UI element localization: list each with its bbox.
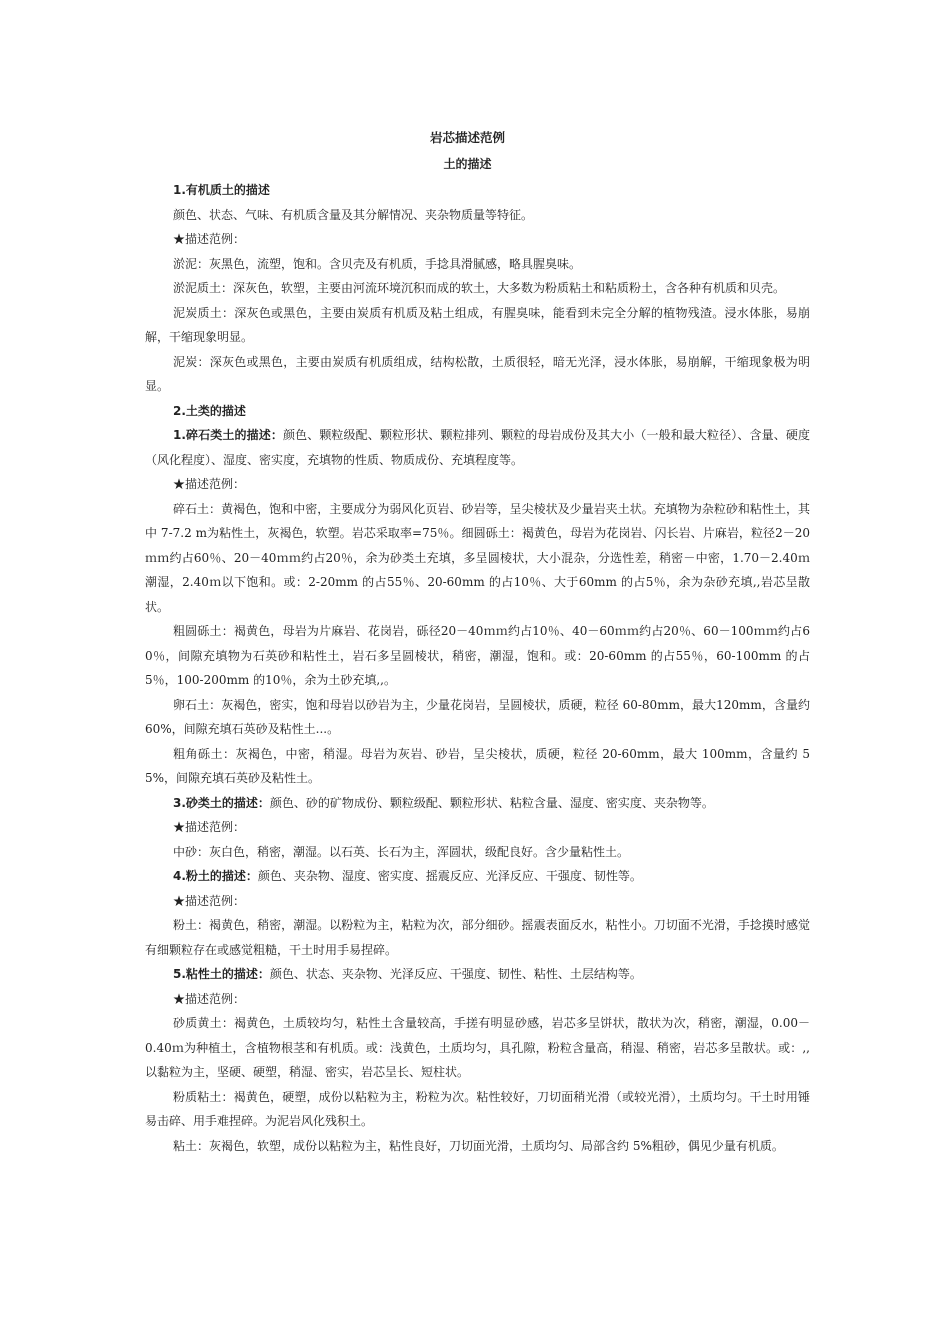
paragraph-peaty-soil: 泥炭质土：深灰色或黑色，主要由炭质有机质及粘土组成，有腥臭味，能看到未完全分解的植物残渣。浸水体胀，易崩解，干缩现象明显。 — [145, 305, 810, 344]
paragraph-peat: 泥炭：深灰色或黑色，主要由炭质有机质组成，结构松散，土质很轻，暗无光泽，浸水体胀，易崩解，干缩现象极为明显。 — [145, 354, 810, 393]
silt-text: 颜色、夹杂物、湿度、密实度、摇震反应、光泽反应、干强度、韧性等。 — [257, 869, 642, 883]
clay-lead: 5.粘性土的描述： — [173, 967, 270, 981]
paragraph-sand-intro — [145, 791, 810, 816]
example-label: ★描述范例： — [173, 232, 246, 246]
paragraph-medium-sand: 中砂：灰白色，稍密，潮湿。以石英、长石为主，浑圆状，级配良好。含少量粘性土。 — [173, 844, 630, 859]
paragraph-coarse-gravel: 粗圆砾土：褐黄色，母岩为片麻岩、花岗岩，砾径20－40ｍｍ约占10％、40－60ｍｍ约占20％、60－100ｍｍ约占60％，间隙充填物为石英砂和粘性土，岩石多呈圆棱状，稍密，潮湿，饱和。或：20-60mm 的占55％，60-100mm 的占5％，100-200mm 的10％，余为土砂充填,,。 — [145, 624, 810, 687]
example-label: ★描述范例： — [173, 820, 246, 834]
paragraph-gravel-intro — [145, 423, 810, 472]
sand-lead: 3.砂类土的描述： — [173, 795, 270, 810]
gravel-text: 颜色、颗粒级配、颗粒形状、颗粒排列、颗粒的母岩成份及其大小（一般和最大粒径）、含量、硬度（风化程度）、湿度、密实度，充填物的性质、物质成份、充填程度等。 — [145, 428, 810, 467]
paragraph-silt: 粉土：褐黄色，稍密，潮湿。以粉粒为主，粘粒为次，部分细砂。摇震表面反水，粘性小。刀切面不光滑，手捻摸时感觉有细颗粒存在或感觉粗糙，干土时用手易捏碎。 — [145, 918, 810, 957]
gravel-lead: 1.碎石类土的描述： — [173, 428, 283, 442]
paragraph-coarse-angular-gravel: 粗角砾土：灰褐色，中密，稍湿。母岩为灰岩、砂岩，呈尖棱状，质硬，粒径 20-60mm，最大 100mm，含量约 55%，间隙充填石英砂及粘性土。 — [145, 746, 810, 785]
paragraph-organic-intro: 颜色、状态、气味、有机质含量及其分解情况、夹杂物质量等特征。 — [173, 207, 534, 222]
document-subtitle: 土的描述 — [443, 157, 492, 171]
silt-lead: 4.粉土的描述： — [173, 869, 258, 883]
example-label: ★描述范例： — [173, 991, 246, 1006]
paragraph-clay: 粘土：灰褐色，软塑，成份以粘粒为主，粘性良好，刀切面光滑，土质均匀、局部含约 5%粗砂，偶见少量有机质。 — [173, 1138, 784, 1153]
document-title: 岩芯描述范例 — [429, 130, 505, 145]
example-label: ★描述范例： — [173, 477, 246, 491]
paragraph-silty-clay: 粉质粘土：褐黄色，硬塑，成份以粘粒为主，粉粒为次。粘性较好，刀切面稍光滑（或较光滑），土质均匀。干土时用锤易击碎、用手难捏碎。为泥岩风化残积土。 — [145, 1089, 810, 1128]
section-heading-organic-soil: 1.有机质土的描述 — [173, 183, 270, 197]
paragraph-cobble-soil: 卵石土：灰褐色，密实，饱和母岩以砂岩为主，少量花岗岩，呈圆棱状，质硬，粒径 60-80mm，最大120mm，含量约 60%，间隙充填石英砂及粘性土...。 — [145, 697, 810, 736]
clay-text: 颜色、状态、夹杂物、光泽反应、干强度、韧性、粘性、土层结构等。 — [269, 967, 642, 981]
paragraph-sandy-loess: 砂质黄土：褐黄色，土质较均匀，粘性土含量较高，手搓有明显砂感，岩芯多呈饼状，散状为次，稍密，潮湿，0.00－0.40ｍ为种植土，含植物根茎和有机质。或：浅黄色，土质均匀，具孔隙，粉粒含量高，稍湿、稍密，岩芯多呈散状。或：,,以黏粒为主，坚硬、硬塑，稍湿、密实，岩芯呈长、短柱状。 — [145, 1016, 810, 1079]
paragraph-clay-intro — [145, 962, 810, 987]
example-label: ★描述范例： — [173, 893, 246, 908]
paragraph-gravel-soil: 碎石土：黄褐色，饱和中密，主要成分为弱风化页岩、砂岩等，呈尖棱状及少量岩夹土状。充填物为杂粒砂和粘性土，其中 7-7.2 m为粘性土，灰褐色，软塑。岩芯采取率=75％。细圆砾土：褐黄色，母岩为花岗岩、闪长岩、片麻岩，粒径2－20ｍｍ约占60％、20－40ｍｍ约占20％，余为砂类土充填，多呈圆棱状，大小混杂，分选性差，稍密－中密，1.70－2.40ｍ潮湿，2.40ｍ以下饱和。或：2-20mm 的占55％、20-60mm 的占10％、大于60mm 的占5％，余为杂砂充填,,岩芯呈散状。 — [145, 501, 810, 614]
paragraph-silt-mud: 淤泥：灰黑色，流塑，饱和。含贝壳及有机质，手捻具滑腻感，略具腥臭味。 — [173, 256, 582, 271]
paragraph-mucky-soil: 淤泥质土：深灰色，软塑，主要由河流环境沉积而成的软土，大多数为粉质粘土和粘质粉土，含各种有机质和贝壳。 — [173, 281, 786, 295]
sand-text: 颜色、砂的矿物成份、颗粒级配、颗粒形状、粘粒含量、湿度、密实度、夹杂物等。 — [269, 795, 714, 810]
section-heading-soil-types: 2.土类的描述 — [173, 403, 246, 418]
paragraph-silt-intro — [145, 864, 810, 889]
